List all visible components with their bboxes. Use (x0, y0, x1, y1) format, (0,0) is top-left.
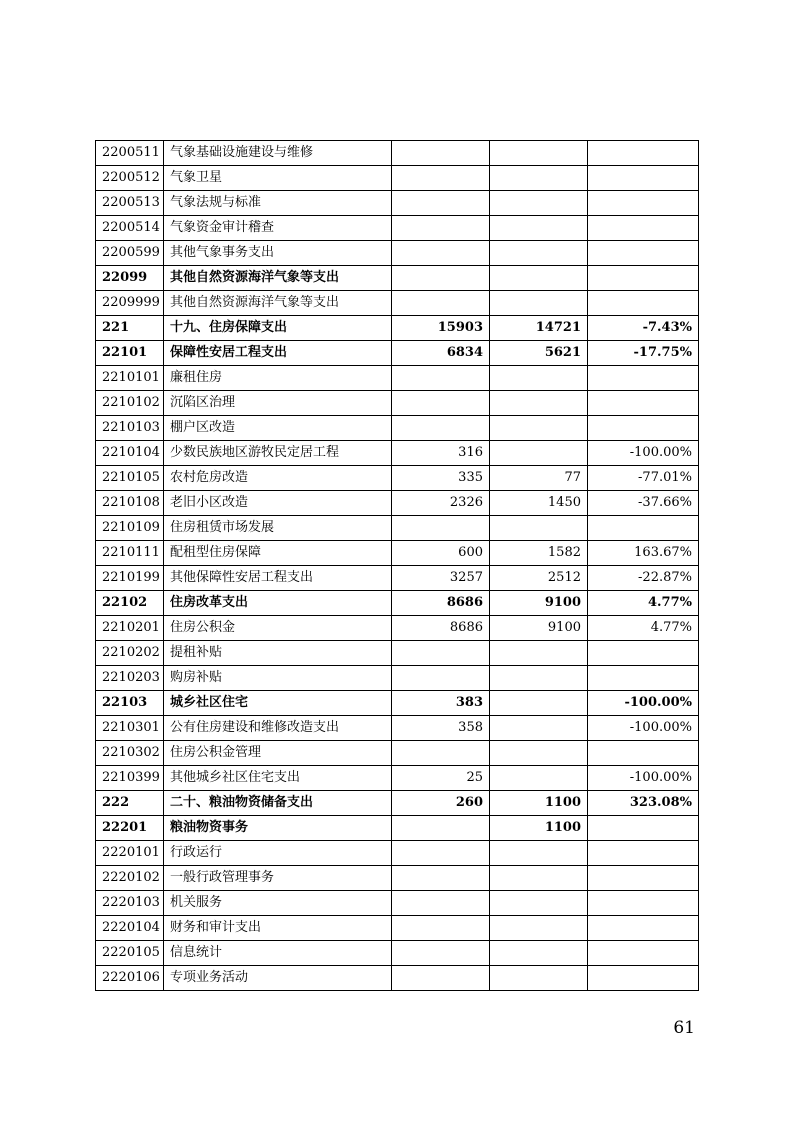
code-cell: 2210101 (96, 366, 164, 391)
change-percent-cell (588, 916, 699, 941)
code-cell: 2210301 (96, 716, 164, 741)
name-cell: 专项业务活动 (164, 966, 392, 991)
curr-amount-cell (490, 216, 588, 241)
table-row (96, 166, 699, 191)
curr-amount-cell (490, 691, 588, 716)
table-row (96, 691, 699, 716)
table-row (96, 941, 699, 966)
change-percent-cell (588, 141, 699, 166)
change-percent-cell: -100.00% (588, 766, 699, 791)
table-row (96, 741, 699, 766)
name-cell: 二十、粮油物资储备支出 (164, 791, 392, 816)
change-percent-cell (588, 241, 699, 266)
prev-amount-cell (392, 241, 490, 266)
curr-amount-cell (490, 841, 588, 866)
table-row (96, 241, 699, 266)
change-percent-cell (588, 816, 699, 841)
table-row (96, 616, 699, 641)
prev-amount-cell: 383 (392, 691, 490, 716)
prev-amount-cell (392, 366, 490, 391)
table-row (96, 366, 699, 391)
change-percent-cell: 4.77% (588, 591, 699, 616)
prev-amount-cell: 3257 (392, 566, 490, 591)
change-percent-cell: 163.67% (588, 541, 699, 566)
table-row (96, 291, 699, 316)
change-percent-cell: -100.00% (588, 716, 699, 741)
prev-amount-cell (392, 866, 490, 891)
name-cell: 其他保障性安居工程支出 (164, 566, 392, 591)
curr-amount-cell: 2512 (490, 566, 588, 591)
table-row (96, 516, 699, 541)
change-percent-cell (588, 741, 699, 766)
table-row (96, 191, 699, 216)
curr-amount-cell: 1100 (490, 816, 588, 841)
code-cell: 2210201 (96, 616, 164, 641)
name-cell: 气象法规与标准 (164, 191, 392, 216)
page-number: 61 (673, 1018, 695, 1038)
name-cell: 其他城乡社区住宅支出 (164, 766, 392, 791)
curr-amount-cell (490, 441, 588, 466)
code-cell: 2210102 (96, 391, 164, 416)
name-cell: 住房公积金管理 (164, 741, 392, 766)
table-row (96, 816, 699, 841)
prev-amount-cell (392, 916, 490, 941)
code-cell: 22101 (96, 341, 164, 366)
prev-amount-cell (392, 266, 490, 291)
table-row (96, 316, 699, 341)
code-cell: 22103 (96, 691, 164, 716)
curr-amount-cell: 77 (490, 466, 588, 491)
code-cell: 222 (96, 791, 164, 816)
table-row (96, 141, 699, 166)
curr-amount-cell: 9100 (490, 616, 588, 641)
name-cell: 住房公积金 (164, 616, 392, 641)
name-cell: 财务和审计支出 (164, 916, 392, 941)
prev-amount-cell (392, 216, 490, 241)
table-row (96, 891, 699, 916)
table-row (96, 641, 699, 666)
prev-amount-cell (392, 191, 490, 216)
name-cell: 气象资金审计稽查 (164, 216, 392, 241)
curr-amount-cell (490, 266, 588, 291)
prev-amount-cell: 8686 (392, 591, 490, 616)
table-row (96, 416, 699, 441)
code-cell: 221 (96, 316, 164, 341)
prev-amount-cell (392, 816, 490, 841)
curr-amount-cell (490, 166, 588, 191)
change-percent-cell: -100.00% (588, 691, 699, 716)
code-cell: 2220106 (96, 966, 164, 991)
change-percent-cell: -22.87% (588, 566, 699, 591)
code-cell: 2200599 (96, 241, 164, 266)
code-cell: 22099 (96, 266, 164, 291)
name-cell: 公有住房建设和维修改造支出 (164, 716, 392, 741)
prev-amount-cell (392, 641, 490, 666)
code-cell: 2220103 (96, 891, 164, 916)
curr-amount-cell (490, 966, 588, 991)
prev-amount-cell (392, 141, 490, 166)
curr-amount-cell (490, 741, 588, 766)
name-cell: 老旧小区改造 (164, 491, 392, 516)
curr-amount-cell (490, 391, 588, 416)
code-cell: 2200511 (96, 141, 164, 166)
prev-amount-cell: 8686 (392, 616, 490, 641)
curr-amount-cell: 1582 (490, 541, 588, 566)
table-row (96, 541, 699, 566)
prev-amount-cell (392, 966, 490, 991)
change-percent-cell (588, 366, 699, 391)
code-cell: 2220101 (96, 841, 164, 866)
budget-sheet (95, 140, 699, 991)
table-row (96, 566, 699, 591)
code-cell: 2210111 (96, 541, 164, 566)
code-cell: 2200513 (96, 191, 164, 216)
change-percent-cell (588, 841, 699, 866)
prev-amount-cell: 600 (392, 541, 490, 566)
prev-amount-cell (392, 941, 490, 966)
prev-amount-cell: 15903 (392, 316, 490, 341)
code-cell: 2210302 (96, 741, 164, 766)
change-percent-cell (588, 516, 699, 541)
prev-amount-cell (392, 416, 490, 441)
curr-amount-cell (490, 716, 588, 741)
change-percent-cell: -17.75% (588, 341, 699, 366)
code-cell: 2210202 (96, 641, 164, 666)
change-percent-cell (588, 391, 699, 416)
table-row (96, 841, 699, 866)
table-row (96, 216, 699, 241)
code-cell: 2220105 (96, 941, 164, 966)
name-cell: 廉租住房 (164, 366, 392, 391)
change-percent-cell (588, 641, 699, 666)
curr-amount-cell: 1100 (490, 791, 588, 816)
change-percent-cell (588, 666, 699, 691)
curr-amount-cell (490, 366, 588, 391)
code-cell: 2200514 (96, 216, 164, 241)
name-cell: 住房改革支出 (164, 591, 392, 616)
table-row (96, 791, 699, 816)
prev-amount-cell (392, 391, 490, 416)
name-cell: 其他气象事务支出 (164, 241, 392, 266)
curr-amount-cell (490, 141, 588, 166)
name-cell: 住房租赁市场发展 (164, 516, 392, 541)
curr-amount-cell (490, 516, 588, 541)
name-cell: 气象卫星 (164, 166, 392, 191)
table-body (96, 141, 699, 991)
name-cell: 十九、住房保障支出 (164, 316, 392, 341)
name-cell: 气象基础设施建设与维修 (164, 141, 392, 166)
code-cell: 2210104 (96, 441, 164, 466)
change-percent-cell: -37.66% (588, 491, 699, 516)
name-cell: 行政运行 (164, 841, 392, 866)
name-cell: 少数民族地区游牧民定居工程 (164, 441, 392, 466)
curr-amount-cell (490, 191, 588, 216)
prev-amount-cell: 6834 (392, 341, 490, 366)
curr-amount-cell (490, 416, 588, 441)
curr-amount-cell: 1450 (490, 491, 588, 516)
change-percent-cell: 323.08% (588, 791, 699, 816)
change-percent-cell: 4.77% (588, 616, 699, 641)
prev-amount-cell (392, 291, 490, 316)
prev-amount-cell (392, 666, 490, 691)
prev-amount-cell (392, 741, 490, 766)
curr-amount-cell: 14721 (490, 316, 588, 341)
name-cell: 其他自然资源海洋气象等支出 (164, 291, 392, 316)
name-cell: 棚户区改造 (164, 416, 392, 441)
curr-amount-cell (490, 941, 588, 966)
name-cell: 提租补贴 (164, 641, 392, 666)
name-cell: 保障性安居工程支出 (164, 341, 392, 366)
curr-amount-cell (490, 916, 588, 941)
code-cell: 2210105 (96, 466, 164, 491)
code-cell: 2210203 (96, 666, 164, 691)
table-row (96, 666, 699, 691)
prev-amount-cell (392, 891, 490, 916)
code-cell: 2220104 (96, 916, 164, 941)
code-cell: 2210108 (96, 491, 164, 516)
table-row (96, 916, 699, 941)
name-cell: 其他自然资源海洋气象等支出 (164, 266, 392, 291)
prev-amount-cell: 316 (392, 441, 490, 466)
change-percent-cell (588, 291, 699, 316)
change-percent-cell (588, 266, 699, 291)
table-row (96, 491, 699, 516)
curr-amount-cell (490, 866, 588, 891)
curr-amount-cell (490, 291, 588, 316)
table-row (96, 766, 699, 791)
table-row (96, 266, 699, 291)
code-cell: 2209999 (96, 291, 164, 316)
curr-amount-cell (490, 641, 588, 666)
change-percent-cell (588, 216, 699, 241)
table-row (96, 341, 699, 366)
name-cell: 粮油物资事务 (164, 816, 392, 841)
change-percent-cell (588, 191, 699, 216)
curr-amount-cell: 5621 (490, 341, 588, 366)
name-cell: 城乡社区住宅 (164, 691, 392, 716)
name-cell: 机关服务 (164, 891, 392, 916)
code-cell: 2210103 (96, 416, 164, 441)
change-percent-cell (588, 941, 699, 966)
budget-table (95, 140, 699, 991)
curr-amount-cell (490, 666, 588, 691)
table-row (96, 966, 699, 991)
table-row (96, 441, 699, 466)
change-percent-cell (588, 966, 699, 991)
code-cell: 22102 (96, 591, 164, 616)
prev-amount-cell (392, 166, 490, 191)
name-cell: 信息统计 (164, 941, 392, 966)
curr-amount-cell (490, 891, 588, 916)
prev-amount-cell (392, 516, 490, 541)
name-cell: 配租型住房保障 (164, 541, 392, 566)
table-row (96, 716, 699, 741)
prev-amount-cell (392, 841, 490, 866)
prev-amount-cell: 25 (392, 766, 490, 791)
change-percent-cell: -77.01% (588, 466, 699, 491)
prev-amount-cell: 335 (392, 466, 490, 491)
change-percent-cell (588, 416, 699, 441)
code-cell: 2220102 (96, 866, 164, 891)
prev-amount-cell: 2326 (392, 491, 490, 516)
change-percent-cell: -100.00% (588, 441, 699, 466)
change-percent-cell (588, 166, 699, 191)
name-cell: 一般行政管理事务 (164, 866, 392, 891)
code-cell: 2210399 (96, 766, 164, 791)
table-row (96, 391, 699, 416)
prev-amount-cell: 358 (392, 716, 490, 741)
name-cell: 农村危房改造 (164, 466, 392, 491)
table-row (96, 866, 699, 891)
curr-amount-cell (490, 766, 588, 791)
code-cell: 22201 (96, 816, 164, 841)
name-cell: 购房补贴 (164, 666, 392, 691)
code-cell: 2210109 (96, 516, 164, 541)
table-row (96, 466, 699, 491)
change-percent-cell (588, 866, 699, 891)
name-cell: 沉陷区治理 (164, 391, 392, 416)
change-percent-cell: -7.43% (588, 316, 699, 341)
prev-amount-cell: 260 (392, 791, 490, 816)
curr-amount-cell: 9100 (490, 591, 588, 616)
curr-amount-cell (490, 241, 588, 266)
table-row (96, 591, 699, 616)
code-cell: 2200512 (96, 166, 164, 191)
code-cell: 2210199 (96, 566, 164, 591)
change-percent-cell (588, 891, 699, 916)
